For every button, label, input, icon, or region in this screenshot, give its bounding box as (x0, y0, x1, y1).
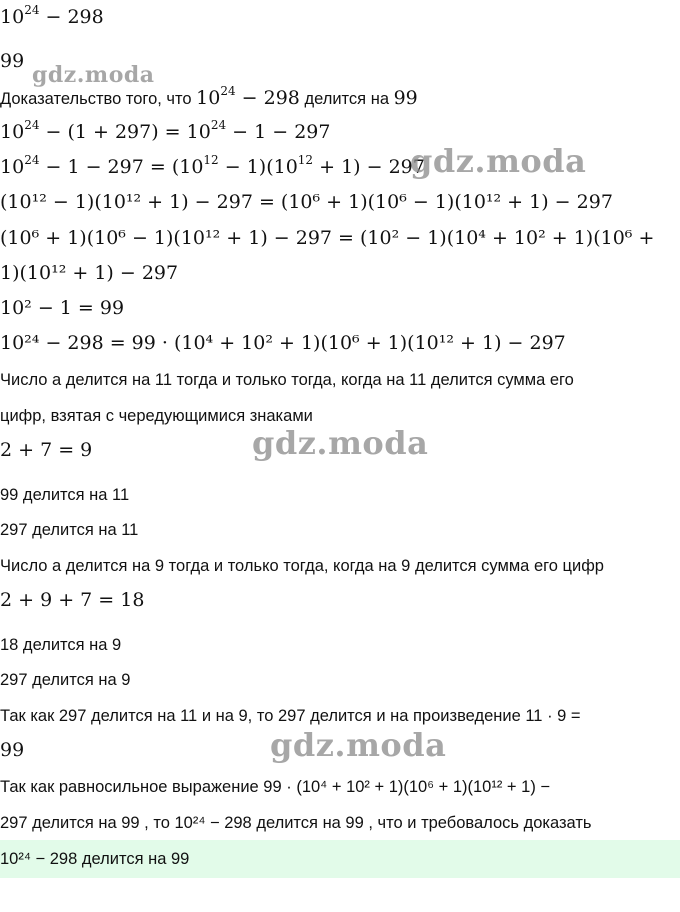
expression-line: (10⁶ + 1)(10⁶ − 1)(10¹² + 1) − 297 = (10² − 1)(10⁴ + 10² + 1)(10⁶ + (0, 227, 655, 249)
expression-line: 10²⁴ − 298 = 99 · (10⁴ + 10² + 1)(10⁶ + 1)(10¹² + 1) − 297 (0, 332, 566, 354)
expression-line: 99 (0, 50, 25, 72)
expression-line: $10^{24} - (1 + 297) = 10^{24} - 1 - 297$ (0, 118, 331, 143)
expression-line: 2 + 9 + 7 = 18 (0, 589, 145, 611)
expression-line: (10¹² − 1)(10¹² + 1) − 297 = (10⁶ + 1)(10⁶ − 1)(10¹² + 1) − 297 (0, 191, 613, 213)
text-line: Число a делится на 9 тогда и только тогда, когда на 9 делится сумма его цифр (0, 557, 604, 575)
expression-line: 1)(10¹² + 1) − 297 (0, 262, 179, 284)
text-line: цифр, взятая с чередующимися знаками (0, 407, 313, 425)
watermark-logo: gdz.moda (32, 62, 155, 88)
text-line: 297 делится на 11 (0, 521, 139, 539)
watermark-logo: gdz.moda (410, 142, 587, 180)
text-line: 297 делится на 9 (0, 671, 131, 689)
answer-line: 10²⁴ − 298 делится на 99 (0, 850, 190, 868)
expression-line: 2 + 7 = 9 (0, 439, 93, 461)
expression-line: $10^{24} - 298$ (0, 3, 104, 28)
expression-line: 10² − 1 = 99 (0, 297, 125, 319)
text-line: Число a делится на 11 тогда и только тогда, когда на 11 делится сумма его (0, 371, 574, 389)
expression-line: 99 (0, 739, 25, 761)
watermark-logo: gdz.moda (270, 726, 447, 764)
text-line: 99 делится на 11 (0, 486, 130, 504)
proof-heading: Доказательство того, что $10^{24} - 298$ делится на 99 (0, 84, 418, 109)
text-line: 18 делится на 9 (0, 636, 122, 654)
text-line: 297 делится на 99 , то 10²⁴ − 298 делится на 99 , что и требовалось доказать (0, 814, 592, 832)
expression-line: $10^{24} - 1 - 297 = (10^{12} - 1)(10^{12} + 1) - 297$ (0, 153, 425, 178)
watermark-logo: gdz.moda (252, 424, 429, 462)
text-line: Так как равносильное выражение 99 · (10⁴ + 10² + 1)(10⁶ + 1)(10¹² + 1) − (0, 778, 551, 796)
text-line: Так как 297 делится на 11 и на 9, то 297 делится и на произведение 11 · 9 = (0, 707, 581, 725)
